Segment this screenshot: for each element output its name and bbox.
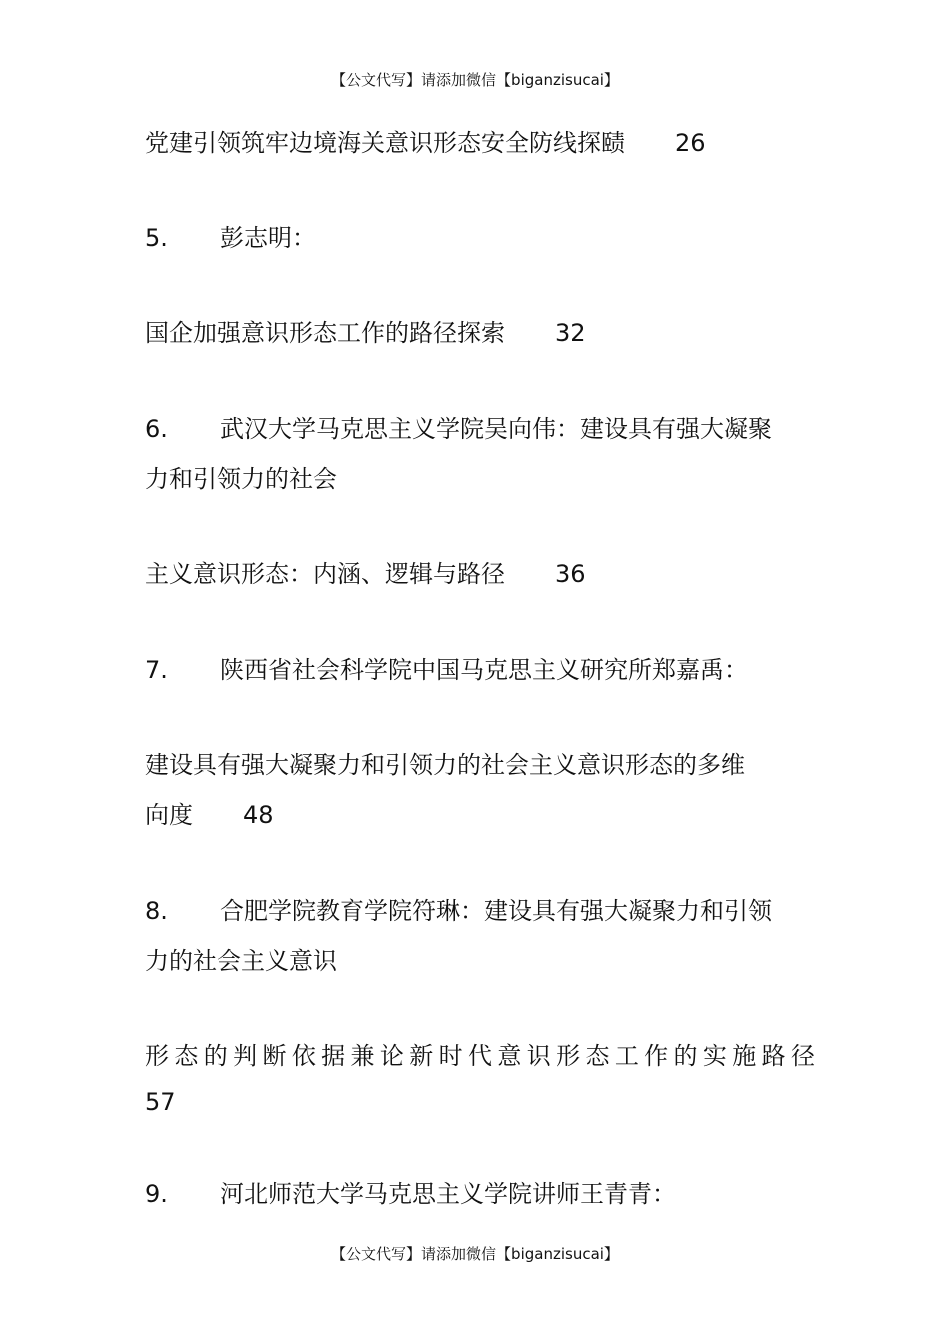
toc-page-number: 32 [555, 319, 586, 347]
entry-number: 9. [145, 1180, 168, 1208]
page-footer: 【公文代写】请添加微信【biganzisucai】 [331, 1245, 619, 1263]
toc-page-number: 36 [555, 560, 586, 588]
toc-line [145, 463, 815, 495]
toc-title: 陕西省社会科学院中国马克思主义研究所郑嘉禹： [220, 656, 748, 684]
toc-entry-6 [145, 413, 815, 445]
toc-line [145, 945, 815, 977]
toc-line [145, 749, 815, 781]
toc-page-number: 26 [675, 129, 706, 157]
toc-title: 建设具有强大凝聚力和引领力的社会主义意识形态的多维 [145, 751, 745, 779]
toc-title: 党建引领筑牢边境海关意识形态安全防线探赜 [145, 129, 625, 157]
entry-number: 7. [145, 656, 168, 684]
toc-title: 河北师范大学马克思主义学院讲师王青青： [220, 1180, 676, 1208]
toc-title: 力和引领力的社会 [145, 465, 337, 493]
entry-number: 5. [145, 224, 168, 252]
toc-title: 向度 [145, 801, 193, 829]
page-header: 【公文代写】请添加微信【biganzisucai】 [331, 71, 619, 89]
toc-title: 合肥学院教育学院符琳：建设具有强大凝聚力和引领 [220, 897, 772, 925]
toc-title: 力的社会主义意识 [145, 947, 337, 975]
toc-line [145, 317, 815, 349]
toc-line: 形态的判断依据兼论新时代意识形态工作的实施路径 [145, 1042, 815, 1070]
toc-page-number: 57 [145, 1088, 176, 1116]
toc-entry-9 [145, 1178, 815, 1210]
toc-entry-7 [145, 654, 815, 686]
entry-number: 6. [145, 415, 168, 443]
toc-title: 彭志明： [220, 224, 316, 252]
toc-title: 国企加强意识形态工作的路径探索 [145, 319, 505, 347]
toc-entry-8 [145, 895, 815, 927]
toc-line [145, 558, 815, 590]
toc-entry-5 [145, 222, 815, 254]
entry-number: 8. [145, 897, 168, 925]
toc-title: 武汉大学马克思主义学院吴向伟：建设具有强大凝聚 [220, 415, 772, 443]
toc-page-number: 48 [243, 801, 274, 829]
toc-line [145, 127, 815, 159]
toc-title: 主义意识形态：内涵、逻辑与路径 [145, 560, 505, 588]
toc-line [145, 799, 815, 831]
